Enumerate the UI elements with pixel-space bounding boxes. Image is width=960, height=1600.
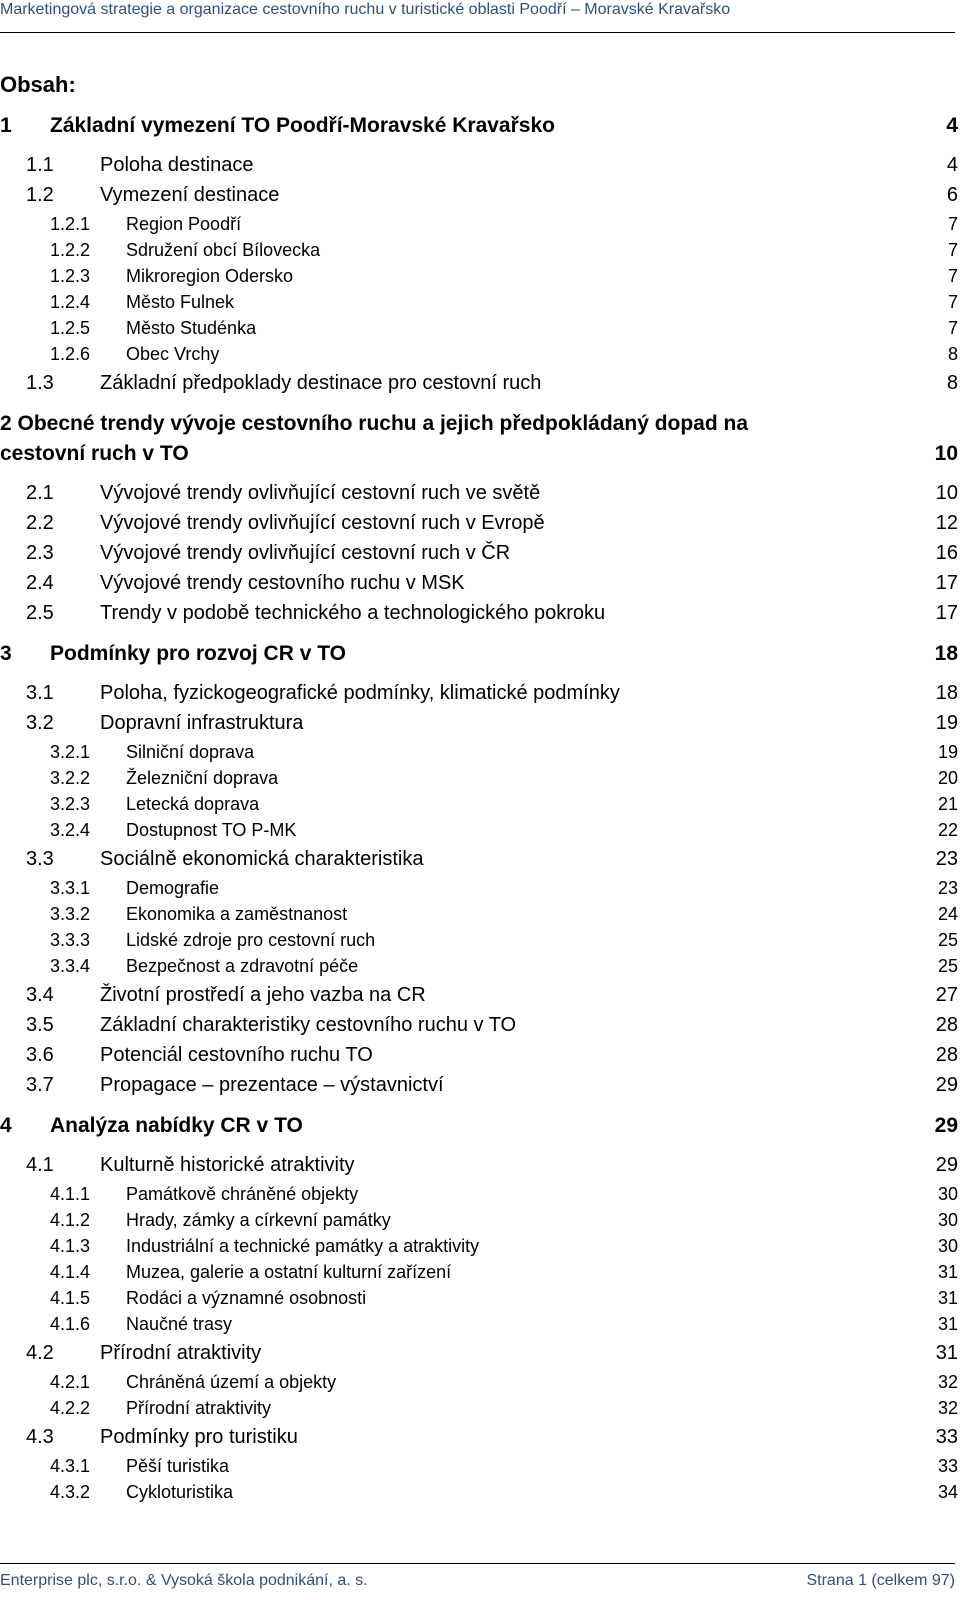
toc-entry-number: 3.4 — [26, 984, 54, 1006]
toc-entry-number: 1.3 — [26, 372, 54, 394]
toc-entry-page: 29 — [934, 1114, 958, 1137]
toc-entry[interactable] — [0, 1074, 958, 1102]
toc-entry-number: 3 — [0, 642, 12, 665]
toc-entry-page: 33 — [937, 1456, 958, 1476]
toc-entry[interactable] — [0, 1184, 958, 1212]
toc-entry-title: Město Fulnek — [126, 292, 235, 312]
toc-entry-title: Chráněná území a objekty — [126, 1372, 337, 1392]
toc-entry-page: 19 — [937, 742, 958, 762]
toc-entry[interactable] — [0, 848, 958, 876]
toc-entry-page: 32 — [937, 1398, 958, 1418]
toc-entry-title: Přírodní atraktivity — [100, 1342, 262, 1364]
toc-entry-page: 20 — [937, 768, 958, 788]
toc-entry[interactable] — [0, 1398, 958, 1426]
toc-entry-title: Silniční doprava — [126, 742, 255, 762]
toc-entry-number: 4.1 — [26, 1154, 54, 1176]
toc-entry[interactable] — [0, 372, 958, 400]
toc-entry-page: 4 — [946, 114, 958, 137]
toc-entry-title: Železniční doprava — [126, 768, 279, 788]
toc-entry-number: 1.2.5 — [50, 318, 91, 338]
toc-entry-number: 1.2.3 — [50, 266, 91, 286]
toc-entry-number: 3.1 — [26, 682, 54, 704]
toc-entry-number: 2.3 — [26, 542, 54, 564]
toc-entry-title: Vývojové trendy cestovního ruchu v MSK — [100, 572, 465, 594]
toc-entry-title: Sociálně ekonomická charakteristika — [100, 848, 424, 870]
toc-entry-page: 28 — [935, 1044, 958, 1066]
toc-entry-page: 23 — [935, 848, 958, 870]
toc-entry[interactable] — [0, 904, 958, 932]
toc-entry[interactable] — [0, 956, 958, 984]
toc-entry-number: 1.1 — [26, 154, 54, 176]
toc-entry[interactable] — [0, 1014, 958, 1042]
toc-entry-number: 4.3.2 — [50, 1482, 91, 1502]
toc-entry-title: Mikroregion Odersko — [126, 266, 294, 286]
toc-entry-page: 18 — [935, 682, 958, 704]
toc-entry-title: Základní vymezení TO Poodří-Moravské Kravařsko — [50, 114, 555, 137]
toc-entry-title: Hrady, zámky a církevní památky — [126, 1210, 391, 1230]
toc-entry-number: 2.2 — [26, 512, 54, 534]
toc-entry-number: 3.2.1 — [50, 742, 91, 762]
toc-entry-page: 8 — [947, 344, 958, 364]
toc-entry-number: 4.3.1 — [50, 1456, 91, 1476]
toc-entry[interactable] — [0, 1314, 958, 1342]
toc-entry-number: 4.3 — [26, 1426, 54, 1448]
toc-entry[interactable] — [0, 1044, 958, 1072]
footer-company: Enterprise plc, s.r.o. & Vysoká škola podnikání, a. s. — [0, 1572, 368, 1589]
toc-entry-title: Životní prostředí a jeho vazba na CR — [100, 984, 426, 1006]
toc-entry-number: 1 — [0, 114, 12, 137]
toc-entry[interactable] — [0, 1262, 958, 1290]
toc-entry-title: Základní předpoklady destinace pro cestovní ruch — [100, 372, 542, 394]
toc-entry-title: Sdružení obcí Bílovecka — [126, 240, 321, 260]
toc-entry[interactable] — [0, 820, 958, 848]
toc-entry[interactable] — [0, 412, 958, 472]
toc-entry-title: Demografie — [126, 878, 220, 898]
toc-entry-page: 7 — [947, 266, 958, 286]
toc-entry[interactable] — [0, 1236, 958, 1264]
toc-entry-title: Podmínky pro turistiku — [100, 1426, 298, 1448]
toc-entry-page: 7 — [947, 318, 958, 338]
toc-entry-number: 3.2 — [26, 712, 54, 734]
toc-entry-title: Ekonomika a zaměstnanost — [126, 904, 348, 924]
toc-entry-page: 32 — [937, 1372, 958, 1392]
toc-entry[interactable] — [0, 318, 958, 346]
toc-entry-page: 23 — [937, 878, 958, 898]
toc-entry-page: 10 — [934, 442, 958, 465]
toc-entry-page: 24 — [937, 904, 958, 924]
toc-entry-page: 25 — [937, 956, 958, 976]
toc-entry[interactable] — [0, 240, 958, 268]
toc-entry-title: 2 Obecné trendy vývoje cestovního ruchu a jejich předpokládaný dopad na — [0, 412, 749, 435]
toc-entry-title: Vývojové trendy ovlivňující cestovní ruch v Evropě — [100, 512, 545, 534]
toc-entry-page: 18 — [934, 642, 958, 665]
toc-entry-title: Poloha, fyzickogeografické podmínky, klimatické podmínky — [100, 682, 620, 704]
toc-entry[interactable] — [0, 1288, 958, 1316]
toc-entry-page: 25 — [937, 930, 958, 950]
toc-entry-title: Vývojové trendy ovlivňující cestovní ruch v ČR — [100, 542, 511, 564]
toc-entry-title: Pěší turistika — [126, 1456, 230, 1476]
toc-entry-page: 7 — [947, 292, 958, 312]
toc-entry-page: 8 — [946, 372, 958, 394]
header-title: Marketingová strategie a organizace cestovního ruchu v turistické oblasti Poodří – Moravské Kravařsko — [0, 1, 731, 18]
toc-entry-page: 21 — [937, 794, 958, 814]
toc-entry-title: Dopravní infrastruktura — [100, 712, 304, 734]
toc-entry[interactable] — [0, 1114, 958, 1142]
toc-entry-page: 27 — [935, 984, 958, 1006]
toc-entry-page: 34 — [937, 1482, 958, 1502]
toc-entry-page: 22 — [937, 820, 958, 840]
toc-entry-title: Naučné trasy — [126, 1314, 233, 1334]
toc-title: Obsah: — [0, 72, 76, 97]
toc-entry-number: 2.5 — [26, 602, 54, 624]
toc-entry[interactable] — [0, 1154, 958, 1182]
toc-entry-page: 28 — [935, 1014, 958, 1036]
toc-entry-title: Propagace – prezentace – výstavnictví — [100, 1074, 444, 1096]
toc-entry-title: Vymezení destinace — [100, 184, 280, 206]
toc-entry-number: 4.1.5 — [50, 1288, 91, 1308]
toc-entry-title: Region Poodří — [126, 214, 242, 234]
toc-entry-title: Obec Vrchy — [126, 344, 220, 364]
toc-entry-title: Základní charakteristiky cestovního ruchu v TO — [100, 1014, 517, 1036]
toc-entry[interactable] — [0, 878, 958, 906]
toc-entry-number: 4.1.6 — [50, 1314, 91, 1334]
toc-entry[interactable] — [0, 984, 958, 1012]
toc-entry[interactable] — [0, 266, 958, 294]
toc-entry[interactable] — [0, 542, 958, 570]
toc-entry-number: 3.7 — [26, 1074, 54, 1096]
toc-entry-number: 3.3.1 — [50, 878, 91, 898]
toc-entry[interactable] — [0, 344, 958, 372]
toc-entry-number: 3.3.4 — [50, 956, 91, 976]
toc-entry-page: 10 — [935, 482, 958, 504]
toc-entry-number: 1.2.2 — [50, 240, 91, 260]
toc-entry-page: 30 — [937, 1210, 958, 1230]
toc-entry-number: 3.3.2 — [50, 904, 91, 924]
footer-page-number: Strana 1 (celkem 97) — [806, 1572, 955, 1589]
toc-entry-number: 2.4 — [26, 572, 54, 594]
toc-entry-number: 4.2.1 — [50, 1372, 91, 1392]
toc-entry-number: 1.2.4 — [50, 292, 91, 312]
toc-entry-title: Bezpečnost a zdravotní péče — [126, 956, 359, 976]
toc-entry-page: 19 — [935, 712, 958, 734]
toc-entry-number: 1.2.1 — [50, 214, 91, 234]
toc-entry-number: 3.3.3 — [50, 930, 91, 950]
toc-entry-page: 31 — [937, 1314, 958, 1334]
toc-entry[interactable] — [0, 114, 958, 142]
toc-entry[interactable] — [0, 930, 958, 958]
toc-entry-page: 6 — [946, 184, 958, 206]
toc-entry-number: 4.1.2 — [50, 1210, 91, 1230]
toc-entry-number: 3.2.4 — [50, 820, 91, 840]
toc-entry-title: Dostupnost TO P-MK — [126, 820, 297, 840]
toc-entry-title: Vývojové trendy ovlivňující cestovní ruch ve světě — [100, 482, 541, 504]
toc-entry-number: 3.6 — [26, 1044, 54, 1066]
toc-entry[interactable] — [0, 794, 958, 822]
toc-entry[interactable] — [0, 214, 958, 242]
toc-entry-title: Trendy v podobě technického a technologického pokroku — [100, 602, 606, 624]
toc-entry[interactable] — [0, 1210, 958, 1238]
toc-entry[interactable] — [0, 1426, 958, 1454]
toc-entry-title: Město Studénka — [126, 318, 257, 338]
toc-entry-title: Industriální a technické památky a atraktivity — [126, 1236, 480, 1256]
toc-entry-number: 3.2.2 — [50, 768, 91, 788]
toc-entry-page: 16 — [935, 542, 958, 564]
toc-entry-page: 4 — [946, 154, 958, 176]
toc-entry-number: 3.3 — [26, 848, 54, 870]
page-footer — [0, 1563, 955, 1600]
toc-entry[interactable] — [0, 602, 958, 630]
toc-entry-title: Analýza nabídky CR v TO — [50, 1114, 303, 1137]
toc-entry-number: 4.2 — [26, 1342, 54, 1364]
toc-entry[interactable] — [0, 1372, 958, 1400]
toc-entry-page: 31 — [937, 1288, 958, 1308]
toc-entry[interactable] — [0, 184, 958, 212]
toc-entry-number: 1.2 — [26, 184, 54, 206]
toc-entry[interactable] — [0, 154, 958, 182]
toc-entry-number: 2.1 — [26, 482, 54, 504]
toc-entry-page: 33 — [935, 1426, 958, 1448]
toc-entry-title: Kulturně historické atraktivity — [100, 1154, 355, 1176]
toc-entry-number: 4.1.4 — [50, 1262, 91, 1282]
toc-entry[interactable] — [0, 512, 958, 540]
toc-entry[interactable] — [0, 1342, 958, 1370]
toc-entry-page: 30 — [937, 1236, 958, 1256]
toc-entry-number: 4.1.1 — [50, 1184, 91, 1204]
toc-entry-page: 17 — [935, 602, 958, 624]
toc-entry-title: Památkově chráněné objekty — [126, 1184, 359, 1204]
toc-entry[interactable] — [0, 642, 958, 670]
toc-entry-title: Rodáci a významné osobnosti — [126, 1288, 367, 1308]
toc-entry[interactable] — [0, 1456, 958, 1484]
toc-entry-title: Cykloturistika — [126, 1482, 234, 1502]
toc-entry-title: Poloha destinace — [100, 154, 254, 176]
toc-entry[interactable] — [0, 742, 958, 770]
toc-entry-page: 29 — [935, 1074, 958, 1096]
toc-entry-number: 4.2.2 — [50, 1398, 91, 1418]
toc-entry-page: 7 — [947, 240, 958, 260]
toc-entry[interactable] — [0, 768, 958, 796]
toc-entry-number: 3.2.3 — [50, 794, 91, 814]
toc-entry[interactable] — [0, 1482, 958, 1510]
toc-entry-page: 12 — [935, 512, 958, 534]
toc-entry-title: Letecká doprava — [126, 794, 260, 814]
toc-entry-page: 30 — [937, 1184, 958, 1204]
toc-entry-page: 7 — [947, 214, 958, 234]
toc-entry[interactable] — [0, 682, 958, 710]
toc-entry[interactable] — [0, 482, 958, 510]
toc-entry-page: 31 — [935, 1342, 958, 1364]
toc-entry-title: Potenciál cestovního ruchu TO — [100, 1044, 373, 1066]
toc-entry-page: 29 — [935, 1154, 958, 1176]
toc-entry-number: 3.5 — [26, 1014, 54, 1036]
toc-entry-number: 1.2.6 — [50, 344, 91, 364]
toc-entry[interactable] — [0, 712, 958, 740]
toc-entry-page: 31 — [937, 1262, 958, 1282]
toc-entry-title: Muzea, galerie a ostatní kulturní zařízení — [126, 1262, 452, 1282]
toc-entry[interactable] — [0, 572, 958, 600]
toc-entry-number: 4 — [0, 1114, 12, 1137]
toc-entry-page: 17 — [935, 572, 958, 594]
toc-entry-number: 4.1.3 — [50, 1236, 91, 1256]
toc-entry-title: Lidské zdroje pro cestovní ruch — [126, 930, 376, 950]
toc-entry[interactable] — [0, 292, 958, 320]
toc-entry-title: Přírodní atraktivity — [126, 1398, 272, 1418]
toc-entry-title-continued: cestovní ruch v TO — [0, 442, 189, 465]
toc-entry-title: Podmínky pro rozvoj CR v TO — [50, 642, 346, 665]
